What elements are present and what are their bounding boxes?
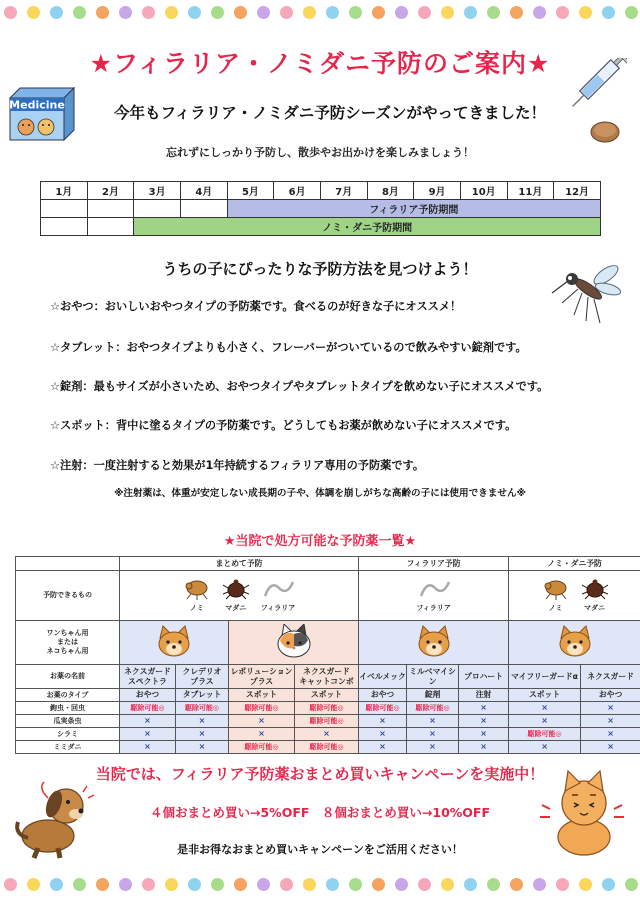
- not-effective-mark-text: ×: [198, 742, 206, 751]
- effective-mark: [229, 741, 295, 754]
- method-tablet: ☆タブレット：おやつタイプよりも小さく、フレーバーがついているので飲みやすい錠剤です。: [50, 341, 527, 354]
- scratching-cat-icon: [532, 765, 632, 861]
- parasite-row: [16, 728, 640, 741]
- border-dot: [50, 878, 63, 891]
- group-header: フィラリア予防: [359, 557, 509, 571]
- not-effective-mark-text: ×: [480, 703, 487, 712]
- border-dot: [395, 6, 408, 19]
- not-effective-mark: [120, 741, 176, 754]
- methods-heading: うちの子にぴったりな予防方法を見つけよう！: [162, 260, 478, 278]
- drug-type-cell: スポット: [295, 689, 359, 702]
- parasite-name: 瓜実条虫: [16, 715, 120, 728]
- not-effective-mark: [509, 741, 581, 754]
- drug-type-cell: おやつ: [120, 689, 176, 702]
- empty-month-cell: [41, 218, 88, 236]
- effective-mark-text: 駆除可能◎: [244, 704, 279, 713]
- tick-icon: [223, 578, 249, 603]
- month-cell: 6月: [274, 182, 321, 200]
- group-header: まとめて予防: [120, 557, 359, 571]
- filaria-item: [416, 578, 450, 612]
- flea-item: [183, 578, 211, 612]
- effective-mark: [120, 702, 176, 715]
- effective-mark: [295, 702, 359, 715]
- parasite-name: ミミダニ: [16, 741, 120, 754]
- not-effective-mark: [229, 715, 295, 728]
- not-effective-mark: [359, 741, 407, 754]
- scratching-dog-icon: [8, 778, 98, 860]
- not-effective-mark-text: ×: [258, 729, 265, 738]
- bottom-dot-border: [0, 878, 640, 892]
- border-dot: [418, 6, 431, 19]
- border-dot: [487, 6, 500, 19]
- prevention-schedule: [40, 181, 601, 236]
- cat-face-icon: [274, 651, 314, 660]
- border-dot: [188, 6, 201, 19]
- drug-name-cell: プロハート: [459, 665, 509, 689]
- border-dot: [372, 6, 385, 19]
- border-dot: [165, 878, 178, 891]
- not-effective-mark: [407, 715, 459, 728]
- drug-list-title: ★当院で処方可能な予防薬一覧★: [223, 534, 417, 549]
- empty-month-cell: [41, 200, 88, 218]
- not-effective-mark-text: ×: [607, 716, 614, 725]
- not-effective-mark: [459, 702, 509, 715]
- not-effective-mark-text: ×: [198, 716, 206, 725]
- effective-mark: [359, 702, 407, 715]
- border-dot: [441, 6, 454, 19]
- border-dot: [556, 878, 569, 891]
- method-pill: ☆錠剤：最もサイズが小さいため、おやつタイプやタブレットタイプを飲めない子にオススメです。: [50, 380, 549, 393]
- month-cell: 10月: [460, 182, 507, 200]
- page-title: ★フィラリア・ノミダニ予防のご案内★: [89, 49, 551, 78]
- month-cell: 4月: [180, 182, 227, 200]
- not-effective-mark-text: ×: [429, 742, 436, 751]
- border-dot: [326, 878, 339, 891]
- flea-label: ノミ: [548, 603, 563, 612]
- not-effective-mark: [229, 728, 295, 741]
- border-dot: [395, 878, 408, 891]
- border-dot: [4, 878, 17, 891]
- pest-cell: [120, 571, 359, 621]
- closing-text: 是非お得なおまとめ買いキャンペーンをご活用ください！: [177, 843, 463, 856]
- border-dot: [487, 878, 500, 891]
- drug-type-cell: おやつ: [359, 689, 407, 702]
- not-effective-mark-text: ×: [144, 729, 151, 738]
- tick-item: [223, 578, 249, 612]
- not-effective-mark-text: ×: [607, 742, 614, 751]
- tick-label: マダニ: [584, 603, 606, 612]
- drug-type-cell: スポット: [229, 689, 295, 702]
- border-dot: [27, 878, 40, 891]
- border-dot: [418, 878, 431, 891]
- medicine-box-icon: [6, 84, 78, 142]
- filaria-icon: [261, 578, 295, 603]
- not-effective-mark-text: ×: [541, 742, 548, 751]
- injection-note: ※注射薬は、体重が安定しない成長期の子や、体調を崩しがちな高齢の子には使用できません※: [114, 488, 526, 499]
- drug-type-cell: おやつ: [581, 689, 640, 702]
- row-label: お薬の名前: [16, 665, 120, 689]
- filaria_period-band: フィラリア予防期間: [227, 200, 600, 218]
- drug-name-cell: イベルメック: [359, 665, 407, 689]
- border-dot: [602, 878, 615, 891]
- effective-mark: [407, 702, 459, 715]
- border-dot: [73, 6, 86, 19]
- not-effective-mark: [407, 741, 459, 754]
- border-dot: [349, 6, 362, 19]
- border-dot: [579, 6, 592, 19]
- parasite-name: シラミ: [16, 728, 120, 741]
- flea_tick_period-band: ノミ・ダニ予防期間: [134, 218, 601, 236]
- filaria-icon: [416, 578, 450, 603]
- method-snack: ☆おやつ：おいしいおやつタイプの予防薬です。食べるのが好きな子にオススメ！: [50, 300, 462, 313]
- filaria-item: [261, 578, 295, 612]
- not-effective-mark-text: ×: [144, 742, 151, 751]
- discount-text: ４個おまとめ買い→5%OFF ８個おまとめ買い→10%OFF: [150, 805, 490, 820]
- group-header-row: [16, 557, 640, 571]
- border-dot: [257, 6, 270, 19]
- not-effective-mark-text: ×: [379, 729, 386, 738]
- not-effective-mark-text: ×: [323, 729, 330, 738]
- empty-month-cell: [180, 200, 227, 218]
- drug-name-cell: ネクスガード スペクトラ: [120, 665, 176, 689]
- drug-name-cell: ネクスガード: [581, 665, 640, 689]
- border-dot: [510, 878, 523, 891]
- border-dot: [349, 878, 362, 891]
- dog-face-cell: [120, 621, 229, 665]
- lead-text: 忘れずにしっかり予防し、散歩やお出かけを楽しみましょう！: [166, 146, 474, 159]
- effective-mark-text: 駆除可能◎: [415, 704, 450, 713]
- not-effective-mark-text: ×: [607, 729, 614, 738]
- flea-icon: [183, 578, 211, 603]
- effective-mark-text: 駆除可能◎: [309, 717, 344, 726]
- border-dot: [234, 6, 247, 19]
- not-effective-mark-text: ×: [144, 716, 151, 725]
- flea-icon: [542, 578, 570, 603]
- flea-label: ノミ: [189, 603, 204, 612]
- not-effective-mark: [459, 715, 509, 728]
- drug-name-cell: レボリューション プラス: [229, 665, 295, 689]
- drug-type-row: [16, 689, 640, 702]
- month-cell: 11月: [507, 182, 554, 200]
- effective-mark-text: 駆除可能◎: [130, 704, 165, 713]
- border-dot: [556, 6, 569, 19]
- not-effective-mark: [581, 741, 640, 754]
- month-cell: 1月: [41, 182, 88, 200]
- month-cell: 9月: [414, 182, 461, 200]
- drug-name-cell: マイフリーガードα: [509, 665, 581, 689]
- cat-face-cell: [229, 621, 359, 665]
- pet-type-row: [16, 621, 640, 665]
- not-effective-mark: [359, 728, 407, 741]
- not-effective-mark-text: ×: [379, 742, 386, 751]
- empty-month-cell: [134, 200, 181, 218]
- border-dot: [441, 878, 454, 891]
- month-header-row: [41, 182, 601, 200]
- corner-cell: [16, 557, 120, 571]
- border-dot: [579, 878, 592, 891]
- effective-mark-text: 駆除可能◎: [365, 704, 400, 713]
- dog-face-cell: [509, 621, 640, 665]
- border-dot: [211, 878, 224, 891]
- pest-cell: [509, 571, 640, 621]
- campaign-banner: 当院では、フィラリア予防薬おまとめ買いキャンペーンを実施中！: [95, 765, 545, 783]
- tick-label: マダニ: [225, 603, 247, 612]
- month-cell: 8月: [367, 182, 414, 200]
- not-effective-mark: [120, 728, 176, 741]
- drug-name-cell: ネクスガード キャットコンボ: [295, 665, 359, 689]
- method-spot: ☆スポット：背中に塗るタイプの予防薬です。どうしてもお薬が飲めない子にオススメです。: [50, 419, 517, 432]
- border-dot: [533, 878, 546, 891]
- not-effective-mark: [359, 715, 407, 728]
- drug-type-cell: 錠剤: [407, 689, 459, 702]
- not-effective-mark-text: ×: [541, 716, 548, 725]
- border-dot: [4, 6, 17, 19]
- border-dot: [27, 6, 40, 19]
- flea-tick-period-row: [41, 218, 601, 236]
- border-dot: [188, 878, 201, 891]
- filaria-period-row: [41, 200, 601, 218]
- dog-face-icon: [414, 651, 454, 660]
- border-dot: [326, 6, 339, 19]
- drug-type-cell: タブレット: [176, 689, 229, 702]
- border-dot: [257, 878, 270, 891]
- pest-cell: [359, 571, 509, 621]
- not-effective-mark: [120, 715, 176, 728]
- tick-icon: [582, 578, 608, 603]
- effective-mark: [295, 715, 359, 728]
- effective-mark: [509, 728, 581, 741]
- border-dot: [372, 878, 385, 891]
- border-dot: [464, 6, 477, 19]
- border-dot: [510, 6, 523, 19]
- border-dot: [303, 878, 316, 891]
- border-dot: [280, 878, 293, 891]
- not-effective-mark-text: ×: [379, 716, 386, 725]
- border-dot: [96, 6, 109, 19]
- border-dot: [464, 878, 477, 891]
- empty-month-cell: [87, 218, 134, 236]
- medicine-box-label: Medicine: [9, 98, 65, 112]
- tick-item: [582, 578, 608, 612]
- drug-type-cell: 注射: [459, 689, 509, 702]
- effective-mark: [295, 741, 359, 754]
- not-effective-mark-text: ×: [607, 703, 614, 712]
- not-effective-mark: [581, 715, 640, 728]
- border-dot: [119, 878, 132, 891]
- not-effective-mark: [176, 741, 229, 754]
- row-label: ワンちゃん用 または ネコちゃん用: [16, 621, 120, 665]
- border-dot: [50, 6, 63, 19]
- border-dot: [303, 6, 316, 19]
- not-effective-mark: [459, 741, 509, 754]
- not-effective-mark-text: ×: [541, 703, 548, 712]
- border-dot: [165, 6, 178, 19]
- drug-name-row: [16, 665, 640, 689]
- parasite-row: [16, 702, 640, 715]
- month-cell: 7月: [320, 182, 367, 200]
- top-dot-border: [0, 6, 640, 20]
- drug-type-cell: スポット: [509, 689, 581, 702]
- month-cell: 2月: [87, 182, 134, 200]
- not-effective-mark-text: ×: [480, 729, 487, 738]
- not-effective-mark-text: ×: [429, 716, 436, 725]
- not-effective-mark: [176, 728, 229, 741]
- border-dot: [96, 878, 109, 891]
- not-effective-mark-text: ×: [429, 729, 436, 738]
- preventable-row: [16, 571, 640, 621]
- border-dot: [119, 6, 132, 19]
- border-dot: [625, 878, 638, 891]
- row-label: 予防できるもの: [16, 571, 120, 621]
- effective-mark: [176, 702, 229, 715]
- border-dot: [280, 6, 293, 19]
- not-effective-mark-text: ×: [480, 716, 487, 725]
- method-injection: ☆注射：一度注射すると効果が1年持続するフィラリア専用の予防薬です。: [50, 459, 425, 472]
- season-announcement: 今年もフィラリア・ノミダニ予防シーズンがやってきました！: [114, 104, 546, 122]
- border-dot: [142, 6, 155, 19]
- effective-mark-text: 駆除可能◎: [527, 730, 562, 739]
- empty-month-cell: [87, 200, 134, 218]
- effective-mark-text: 駆除可能◎: [309, 704, 344, 713]
- drug-name-cell: ミルベマイシン: [407, 665, 459, 689]
- drug-comparison-table: [15, 556, 640, 754]
- not-effective-mark: [459, 728, 509, 741]
- border-dot: [211, 6, 224, 19]
- month-cell: 12月: [554, 182, 601, 200]
- not-effective-mark-text: ×: [258, 716, 265, 725]
- border-dot: [625, 6, 638, 19]
- dog-face-cell: [359, 621, 509, 665]
- border-dot: [602, 6, 615, 19]
- not-effective-mark: [407, 728, 459, 741]
- drug-name-cell: クレデリオ プラス: [176, 665, 229, 689]
- effective-mark-text: 駆除可能◎: [244, 743, 279, 752]
- not-effective-mark-text: ×: [480, 742, 487, 751]
- not-effective-mark: [581, 728, 640, 741]
- parasite-name: 鉤虫・回虫: [16, 702, 120, 715]
- not-effective-mark: [176, 715, 229, 728]
- flea-item: [542, 578, 570, 612]
- dog-face-icon: [555, 651, 595, 660]
- month-cell: 3月: [134, 182, 181, 200]
- effective-mark-text: 駆除可能◎: [309, 743, 344, 752]
- parasite-row: [16, 741, 640, 754]
- dog-face-icon: [154, 651, 194, 660]
- filaria-label: フィラリア: [416, 603, 451, 612]
- effective-mark-text: 駆除可能◎: [184, 704, 220, 713]
- month-cell: 5月: [227, 182, 274, 200]
- not-effective-mark-text: ×: [198, 729, 206, 738]
- border-dot: [533, 6, 546, 19]
- not-effective-mark: [295, 728, 359, 741]
- not-effective-mark: [509, 702, 581, 715]
- parasite-row: [16, 715, 640, 728]
- not-effective-mark: [509, 715, 581, 728]
- border-dot: [142, 878, 155, 891]
- border-dot: [234, 878, 247, 891]
- effective-mark: [229, 702, 295, 715]
- row-label: お薬のタイプ: [16, 689, 120, 702]
- filaria-label: フィラリア: [260, 603, 296, 612]
- not-effective-mark: [581, 702, 640, 715]
- group-header: ノミ・ダニ予防: [509, 557, 640, 571]
- border-dot: [73, 878, 86, 891]
